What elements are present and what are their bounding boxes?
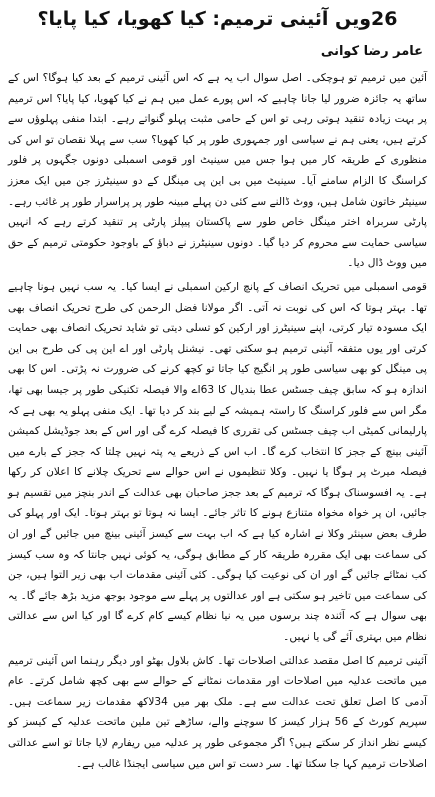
author-byline: عامر رضا کوانی: [320, 44, 423, 59]
article-paragraph-2: قومی اسمبلی میں تحریک انصاف کے پانچ ارکین اسمبلی نے ایسا کیا۔ یہ سب نہیں ہونا چاہیے تھا۔ بہتر ہوتا کہ اس کی نوبت نہ آتی۔ اگر مولانا فضل الرحمن کی طرح تحریک انصاف بھی ایک مسودہ تیار کرتی، اپنے سینیٹرز اور ارکین کو تسلی دیتی تو شاید تحریک انصاف بھی حمایت کرتی اور یوں متفقہ آئینی ترمیم ہو سکتی تھی۔ نیشنل پارٹی اور اے این پی کی طرح بی این پی مینگل کو بھی سیاسی طور پر انگیج کیا جاتا تو کچھ کرنے کی ضرورت نہ پڑتی۔ اس کا بھی اندازہ ہو کہ سابق چیف جسٹس عطا بندیال کا 63اے والا فیصلہ تکنیکی طور پر جیسا بھی تھا، مگر اس سے فلور کراسنگ کا راستہ ہمیشہ کے لیے بند کر دیا تھا۔ ایک منفی پہلو یہ بھی ہے کہ پارلیمانی کمیٹی اب چیف جسٹس کی تقرری کا فیصلہ کرے گی اور اس کے بعد جوڈیشل کمیشن آئینی بینچ کے ججز کا انتخاب کرے گا۔ اب اس کے ذریعے یہ پتہ نہیں چلتا کہ ججز کے بارے میں فیصلہ میرٹ پر ہوگا یا نہیں۔ وکلا تنظیموں نے اس حوالے سے تحریک چلانے کا اعلان کر رکھا ہے۔ یہ افسوسناک ہوگا کہ ترمیم کے بعد ججز صاحبان بھی عدالت کے اندر بنچز میں تقسیم ہو جائیں، ان پر خواہ مخواہ متنازع ہونے کا تاثر جائے۔ ایسا نہ ہوتا تو بہتر ہوتا۔ ایک اور پہلو کی طرف بعض سینئر وکلا نے اشارہ کیا ہے کہ اب بہت سے کیسز آئینی بینچ میں جائیں گے اور ان کی سماعت بھی ایک مقررہ طریقہ کار کے مطابق ہوگی، یہ کوئی نہیں جانتا کہ وہ سب کیسز کب نمٹائے جائیں گے اور ان کی نوعیت کیا ہوگی۔ کئی آئینی مقدمات اب بھی زیر التوا ہیں، جن کی سماعت میں تاخیر ہو سکتی ہے اور عدالتوں پر پہلے سے موجود بوجھ مزید بڑھ جائے گا۔ یہ بھی سوال ہے کہ آئندہ چند برسوں میں یہ نیا نظام کیسے کام کرے گا اور کیا اس سے عدالتی نظام میں بہتری آئے گی یا نہیں۔: [8, 280, 427, 644]
article-paragraph-1: آئین میں ترمیم تو ہوچکی۔ اصل سوال اب یہ ہے کہ اس آئینی ترمیم کے بعد کیا ہوگا؟ اس کے ساتھ یہ جائزہ ضرور لیا جانا چاہیے کہ اس پورے عمل میں ہم نے کیا کھویا، کیا پایا؟ اس ترمیم پر بہت زیادہ تنقید ہوتی رہی تو اس کے حامی مثبت پہلو گنواتے رہے۔ ابتدا منفی پہلوؤں سے کرتے ہیں، یعنی ہم نے سیاسی اور جمہوری طور پر کیا کھویا؟ سب سے پہلا نقصان تو اس کی منظوری کے طریقہ کار میں ہوا جس میں سینیٹ اور قومی اسمبلی دونوں جگہوں پر فلور کراسنگ کا الزام سامنے آیا۔ سینیٹ میں بی این پی مینگل کے دو سینیٹرز جن میں ایک معزز سینیٹر خاتون شامل ہیں، ووٹ ڈالنے سے کئی دن پہلے مبینہ طور پر پراسرار طور پر غائب رہے۔ پارٹی سربراہ اختر مینگل خاص طور سے پاکستان پیپلز پارٹی پر تنقید کرتے رہے کہ انہیں سیاسی حمایت سے محروم کر دیا گیا۔ دونوں سینیٹرز نے دباؤ کے باوجود حکومتی ترمیم کے حق میں ووٹ ڈال دیا۔: [8, 72, 427, 270]
article-headline: 26ویں آئینی ترمیم: کیا کھویا، کیا پایا؟: [37, 8, 398, 30]
article-paragraph-3: آئینی ترمیم کا اصل مقصد عدالتی اصلاحات تھا۔ کاش بلاول بھٹو اور دیگر رہنما اس آئینی ترمیم میں ماتحت عدلیہ میں اصلاحات اور مقدمات نمٹانے کے حوالے سے بھی کچھ شامل کرتے۔ عام آدمی کا اصل تعلق تحت عدالت سے ہے۔ ملک بھر میں 34لاکھ مقدمات زیر سماعت ہیں۔ سپریم کورٹ کے 56 ہزار کیسز کا سوچنے والے، ساڑھے تین ملین ماتحت عدلیہ کے کیسز کو کیسے نظر انداز کر سکتے ہیں؟ اگر مجموعی طور پر عدلیہ میں ریفارم لایا جاتا تو اسے عدالتی اصلاحات ترمیم کہا جا سکتا تھا۔ سر دست تو اس میں سیاسی ایجنڈا غالب ہے۔: [8, 654, 427, 770]
